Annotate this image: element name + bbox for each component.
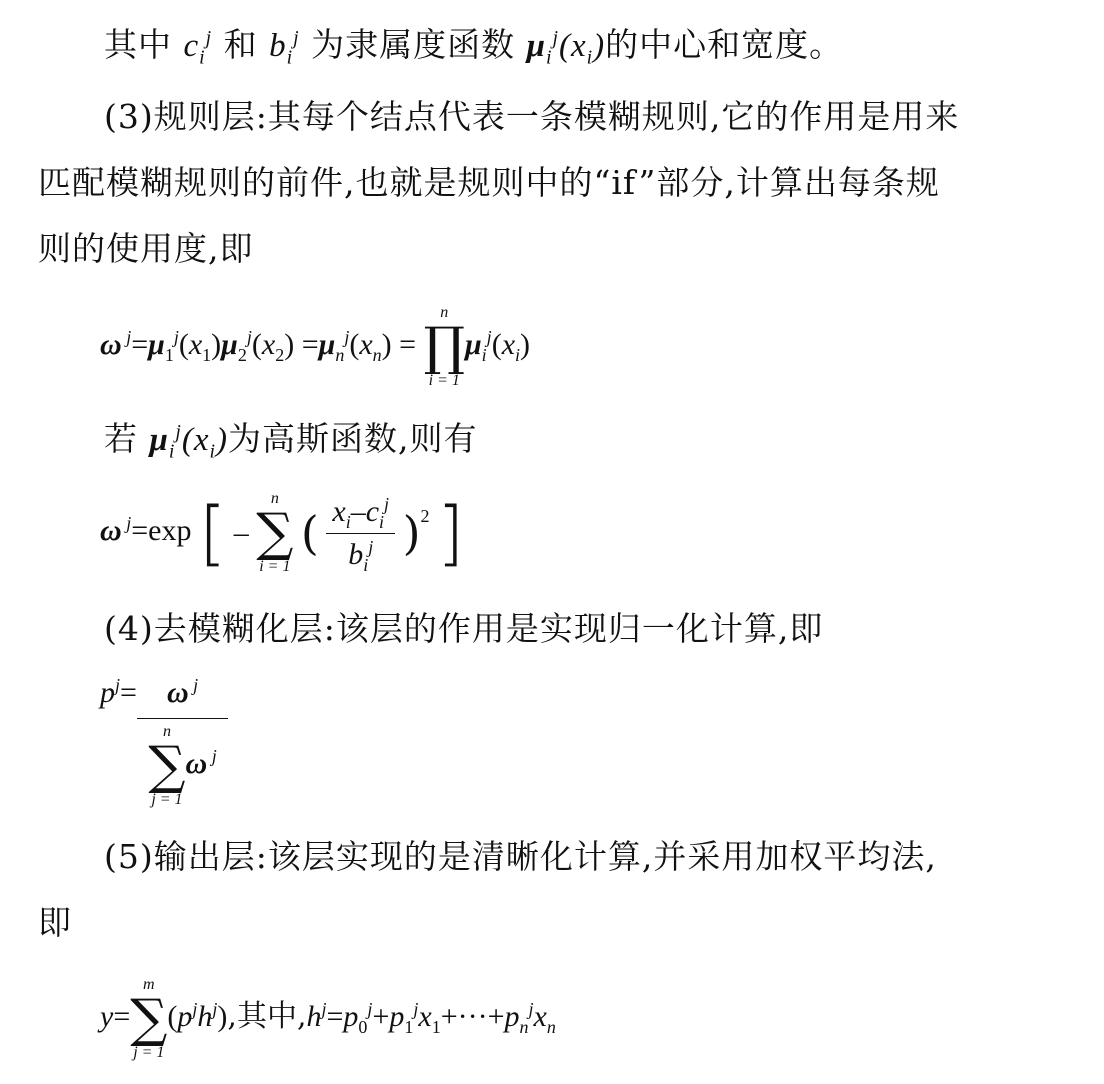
sum-operator-output: m ∑ j = 1: [130, 976, 168, 1061]
normalization-fraction: ω $^j$ n ∑ j = 1 ω $^j$: [137, 676, 228, 809]
center-symbol: $c_i^j$: [183, 27, 213, 69]
equation-output: y= m ∑ j = 1 $(p^jh^j)$,其中$,h^j=p_0^j+p_1^jx_1+\cdot\cdot\cdot+p_n^jx_n$: [100, 976, 556, 1061]
paragraph-gaussian: 若 $\mu_i^j(x_i)$为高斯函数,则有: [104, 419, 478, 463]
equation-rule-firing: ω $^j=\mu_1^j(x_1)\mu_2^j(x_2) =\mu_n^j(x_n)$ = n ∏ i = 1 $\mu_i^j(x_i)$: [100, 304, 531, 389]
paragraph-output-layer: (5)输出层:该层实现的是清晰化计算,并采用加权平均法,即: [38, 837, 937, 942]
equation-normalization: $p^j=$ ω $^j$ n ∑ j = 1 ω $^j$: [100, 676, 228, 809]
width-symbol: $b_i^j$: [269, 27, 300, 69]
membership-function: μ: [526, 28, 546, 64]
sum-operator: n ∑ i = 1: [256, 490, 294, 575]
paragraph-rule-layer: (3)规则层:其每个结点代表一条模糊规则,它的作用是用来匹配模糊规则的前件,也就是规则中的“if”部分,计算出每条规则的使用度,即: [38, 97, 960, 268]
product-operator: n ∏ i = 1: [423, 304, 465, 389]
gaussian-fraction: $\frac{x_i-c_i^j}{b_i^j}$: [326, 495, 395, 572]
paragraph-defuzzify-layer: (4)去模糊化层:该层的作用是实现归一化计算,即: [104, 609, 824, 648]
equation-gaussian-firing: ω $^j$=exp [ – n ∑ i = 1 ( $\frac{x_i-c_i^j}{b_i^j}$ )$^2$ ]: [100, 490, 465, 575]
paragraph-definition: 其中 $c_i^j$ 和 $b_i^j$ 为隶属度函数 $\mu_i^j(x_i)$的中心和宽度。: [104, 25, 844, 69]
